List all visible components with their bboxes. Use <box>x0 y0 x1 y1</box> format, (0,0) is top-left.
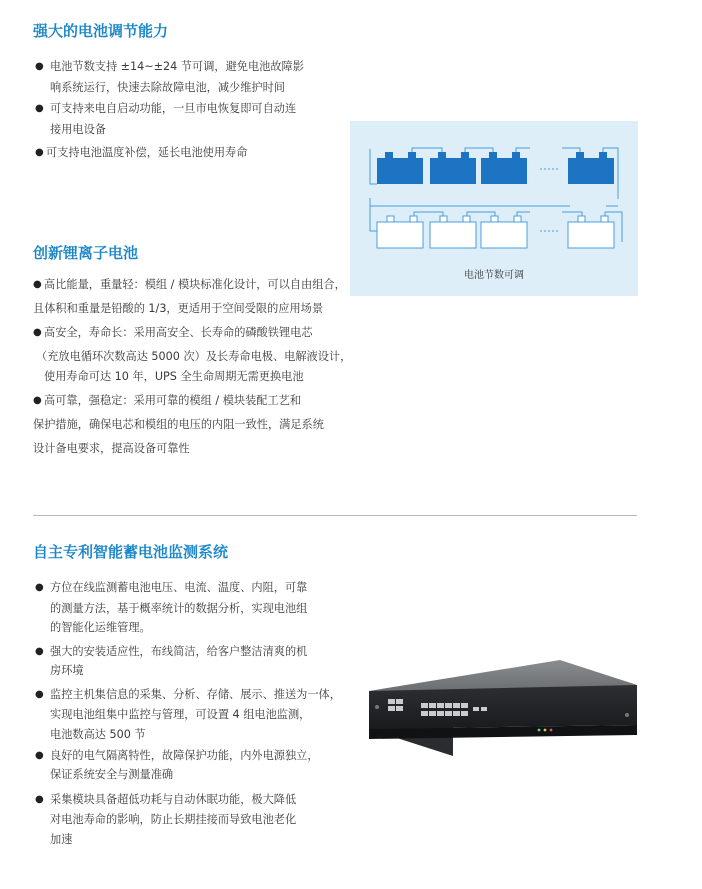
body-line: 响系统运行，快速去除故障电池，减少维护时间 <box>50 81 285 94</box>
body-line: 且体积和重量是铅酸的 1/3，更适用于空间受限的应用场景 <box>33 302 324 315</box>
body-line: 房环境 <box>50 664 84 677</box>
body-line: 加速 <box>50 833 73 846</box>
body-line: 实现电池组集中监控与管理，可设置 4 组电池监测， <box>50 708 311 721</box>
bullet-icon: ● <box>35 689 44 700</box>
bullet-icon: ● <box>35 750 44 761</box>
body-line: 监控主机集信息的采集、分析、存储、展示、推送为一体， <box>50 688 341 701</box>
section-title-lithium-battery: 创新锂离子电池 <box>33 244 139 262</box>
bullet-icon: ● <box>33 395 42 406</box>
section-divider <box>33 515 637 516</box>
body-line: 可支持来电自启动功能，一旦市电恢复即可自动连 <box>50 102 297 115</box>
bullet-icon: ● <box>35 582 44 593</box>
body-line: 使用寿命可达 10 年，UPS 全生命周期无需更换电池 <box>44 370 304 383</box>
body-line: 方位在线监测蓄电池电压、电流、温度、内阻，可靠 <box>50 581 308 594</box>
section-title-battery-monitoring: 自主专利智能蓄电池监测系统 <box>33 543 229 561</box>
body-line: 设计备电要求，提高设备可靠性 <box>33 442 190 455</box>
diagram-caption: 电池节数可调 <box>464 270 524 281</box>
body-line: 电池节数支持 ±14~±24 节可调，避免电池故障影 <box>50 60 304 73</box>
bullet-icon: ● <box>33 327 42 338</box>
body-line: 良好的电气隔离特性，故障保护功能，内外电源独立， <box>50 749 319 762</box>
battery-count-diagram <box>350 121 638 296</box>
battery-diagram-graphic <box>350 121 638 261</box>
body-line: 电池数高达 500 节 <box>50 728 146 741</box>
body-line: 的智能化运维管理。 <box>50 621 151 634</box>
body-line: 保护措施，确保电芯和模组的电压的内阻一致性，满足系统 <box>33 418 324 431</box>
body-line: 强大的安装适应性，布线简洁，给客户整洁清爽的机 <box>50 645 308 658</box>
bullet-icon: ● <box>35 794 44 805</box>
body-line: 可支持电池温度补偿，延长电池使用寿命 <box>46 146 248 159</box>
section-title-battery-regulation: 强大的电池调节能力 <box>33 22 169 40</box>
body-line: 高安全，寿命长：采用高安全、长寿命的磷酸铁锂电芯 <box>44 326 313 339</box>
body-line: 的测量方法，基于概率统计的数据分析，实现电池组 <box>50 602 308 615</box>
body-line: 高可靠，强稳定：采用可靠的模组 / 模块装配工艺和 <box>44 394 302 407</box>
body-line: 采集模块具备超低功耗与自动休眠功能，极大降低 <box>50 793 297 806</box>
bullet-icon: ● <box>35 103 44 114</box>
body-line: 保证系统安全与测量准确 <box>50 768 174 781</box>
bullet-icon: ● <box>33 279 42 290</box>
monitoring-host-device-image <box>355 655 640 760</box>
bullet-icon: ● <box>35 61 44 72</box>
body-line: （充放电循环次数高达 5000 次）及长寿命电极、电解液设计， <box>36 350 352 363</box>
body-line: 对电池寿命的影响，防止长期挂接而导致电池老化 <box>50 813 297 826</box>
bullet-icon: ● <box>35 646 44 657</box>
body-line: 接用电设备 <box>50 123 106 136</box>
body-line: 高比能量，重量轻：模组 / 模块标准化设计，可以自由组合， <box>44 278 346 291</box>
bullet-icon: ● <box>35 147 44 158</box>
